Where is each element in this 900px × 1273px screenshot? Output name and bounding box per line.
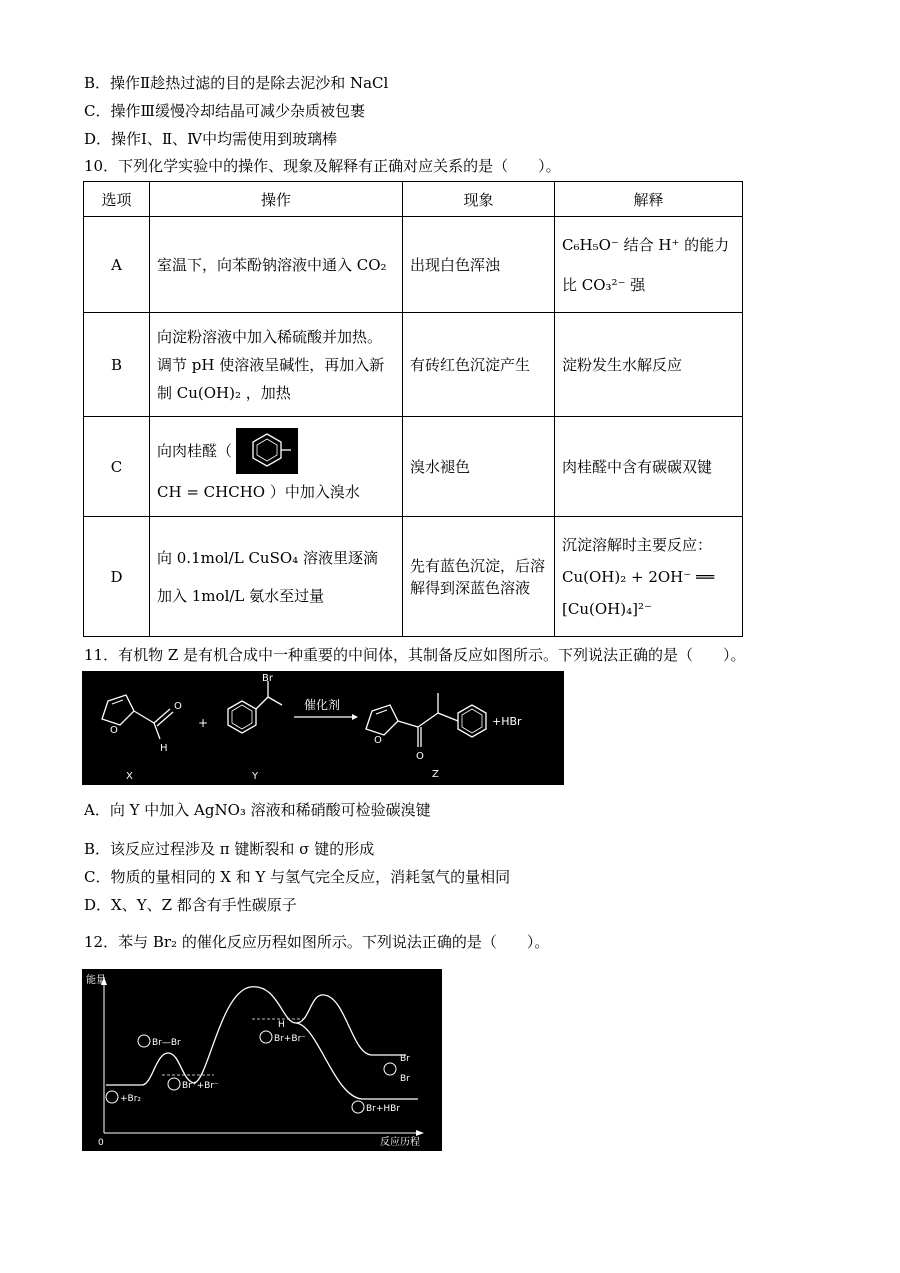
row-option: D	[84, 517, 150, 637]
y-axis-label: 能量	[86, 975, 106, 986]
q9-option-c: C．操作Ⅲ缓慢冷却结晶可减少杂质被包裹	[84, 102, 365, 120]
label-x: X	[126, 771, 133, 782]
species-complex: Br—Br	[152, 1038, 181, 1048]
species-bromobenzene-hbr: Br+HBr	[366, 1104, 401, 1114]
row-operation: 室温下，向苯酚钠溶液中通入 CO₂	[150, 217, 403, 313]
row-option: C	[84, 417, 150, 517]
q10-stem: 10．下列化学实验中的操作、现象及解释有正确对应关系的是（ ）。	[84, 157, 561, 175]
row-operation: 向淀粉溶液中加入稀硫酸并加热。 调节 pH 使溶液呈碱性，再加入新 制 Cu(OH)₂ ，加热	[150, 313, 403, 417]
row-explanation: C₆H₅O⁻ 结合 H⁺ 的能力 比 CO₃²⁻ 强	[555, 217, 743, 313]
label-z: Z	[432, 769, 439, 780]
species-sigma-complex: Br+Br⁻	[274, 1034, 307, 1044]
q11-option-c: C．物质的量相同的 X 和 Y 与氢气完全反应，消耗氢气的量相同	[84, 868, 511, 886]
svg-text:O: O	[416, 751, 424, 762]
table-row	[84, 217, 743, 313]
svg-text:Br: Br	[262, 673, 273, 684]
q11-option-a: A．向 Y 中加入 AgNO₃ 溶液和稀硝酸可检验碳溴键	[84, 801, 431, 819]
catalyst-label: 催化剂	[304, 698, 341, 712]
table-row	[84, 417, 743, 517]
header-option: 选项	[84, 182, 150, 217]
svg-text:O: O	[110, 725, 118, 736]
svg-text:H: H	[160, 743, 168, 754]
species-benzene-br2: +Br₂	[120, 1094, 142, 1104]
cinnamaldehyde-structure-image	[236, 428, 298, 474]
table-header-row	[84, 182, 743, 217]
table-row	[84, 517, 743, 637]
row-phenomenon: 先有蓝色沉淀，后溶 解得到深蓝色溶液	[403, 517, 555, 637]
svg-text:+HBr: +HBr	[492, 715, 522, 728]
origin-label: 0	[98, 1138, 104, 1148]
header-explanation: 解释	[555, 182, 743, 217]
q10-table	[83, 181, 743, 637]
row-option: B	[84, 313, 150, 417]
x-axis-label: 反应历程	[380, 1137, 420, 1148]
row-phenomenon: 有砖红色沉淀产生	[403, 313, 555, 417]
svg-text:O: O	[174, 701, 182, 712]
row-operation: 向肉桂醛（ CH = CHCHO ）中加入溴水	[150, 417, 403, 517]
q11-option-d: D．X、Y、Z 都含有手性碳原子	[84, 896, 297, 914]
species-dibromide-br2: Br	[400, 1074, 410, 1084]
row-operation: 向 0.1mol/L CuSO₄ 溶液里逐滴 加入 1mol/L 氨水至过量	[150, 517, 403, 637]
svg-text:O: O	[374, 735, 382, 746]
species-h-label: H	[278, 1020, 285, 1030]
row-phenomenon: 出现白色浑浊	[403, 217, 555, 313]
q12-stem: 12．苯与 Br₂ 的催化反应历程如图所示。下列说法正确的是（ ）。	[84, 933, 550, 951]
q11-stem: 11．有机物 Z 是有机合成中一种重要的中间体，其制备反应如图所示。下列说法正确的是（ ）。	[84, 646, 746, 664]
species-dibromide-br1: Br	[400, 1054, 410, 1064]
label-y: Y	[252, 771, 259, 782]
q11-reaction-figure	[82, 671, 564, 785]
row-explanation: 肉桂醛中含有碳碳双键	[555, 417, 743, 517]
header-operation: 操作	[150, 182, 403, 217]
row-explanation: 淀粉发生水解反应	[555, 313, 743, 417]
header-phenomenon: 现象	[403, 182, 555, 217]
svg-text:+: +	[198, 716, 209, 730]
row-explanation: 沉淀溶解时主要反应： Cu(OH)₂ + 2OH⁻ ══ [Cu(OH)₄]²⁻	[555, 517, 743, 637]
q12-energy-profile-figure	[82, 969, 442, 1151]
q9-option-d: D．操作Ⅰ、Ⅱ、Ⅳ中均需使用到玻璃棒	[84, 130, 338, 148]
row-option: A	[84, 217, 150, 313]
q9-option-b: B．操作Ⅱ趁热过滤的目的是除去泥沙和 NaCl	[84, 74, 389, 92]
table-row	[84, 313, 743, 417]
row-phenomenon: 溴水褪色	[403, 417, 555, 517]
q11-option-b: B．该反应过程涉及 π 键断裂和 σ 键的形成	[84, 840, 375, 858]
species-ion-pair: Br⁺+Br⁻	[182, 1081, 219, 1091]
